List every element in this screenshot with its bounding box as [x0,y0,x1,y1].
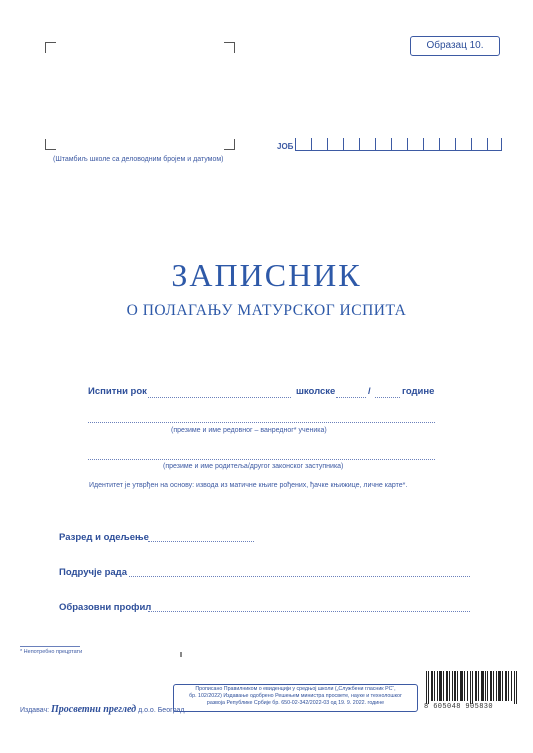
year-slash: / [368,386,371,397]
page-title: ЗАПИСНИК [171,257,362,293]
stamp-frame-corner [45,42,56,53]
form-number-box: Образац 10. [410,36,500,56]
work-area-field[interactable] [129,576,470,577]
student-name-field[interactable] [88,422,435,423]
grade-class-field[interactable] [148,541,254,542]
year-label: године [402,386,435,397]
work-area-label: Подручје рада [59,567,127,578]
exam-period-field[interactable] [148,397,291,398]
publisher-suffix: д.о.о. Београд [138,707,185,714]
legal-line-3: развоја Републике Србије бр. 650-02-342/2022-03 од 19. 9. 2022. године [206,699,385,706]
legal-notice-box [173,684,418,712]
grade-class-label: Разред и одељење [59,532,149,543]
education-profile-label: Образовни профил [59,602,152,613]
page-subtitle: О ПОЛАГАЊУ МАТУРСКОГ ИСПИТА [126,302,407,319]
school-year-label: школске [296,386,336,397]
stamp-frame-corner [224,139,235,150]
stamp-frame-corner [224,42,235,53]
legal-line-2: бр. 102/2022) Издавање одобрено Решењем министра просвете, науке и технолошког [189,692,402,699]
stamp-frame-corner [45,139,56,150]
footnote: * Непотребно прецртати [20,649,83,655]
school-year-start-field[interactable] [336,397,366,398]
exam-period-label: Испитни рок [88,386,147,397]
footnote-rule [20,646,80,647]
barcode-number: 8 605048 905830 [424,703,494,711]
scan-mark [180,652,182,657]
publisher-prefix: Издавач: [20,707,50,714]
identity-statement: Идентитет је утврђен на основу: извода из матичне књиге рођених, ђачке књижице, личне карте*. [89,482,408,489]
publisher-logo: Просветни преглед [51,704,137,715]
barcode-icon [426,671,518,704]
publisher-line [20,704,185,715]
parent-name-caption: (презиме и име родитеља/другог законског заступника) [163,463,344,470]
stamp-caption: (Штамбиљ школе са деловодним бројем и датумом) [53,156,224,163]
job-digit-boxes[interactable] [295,134,502,151]
student-name-caption: (презиме и име редовног – ванредног* ученика) [171,427,327,434]
job-label: ЈОБ [277,142,294,151]
parent-name-field[interactable] [88,459,435,460]
school-year-end-field[interactable] [375,397,400,398]
legal-line-1: Прописано Правилником о евиденцији у средњој школи („Службени гласник РС“, [195,686,396,692]
education-profile-field[interactable] [148,611,470,612]
